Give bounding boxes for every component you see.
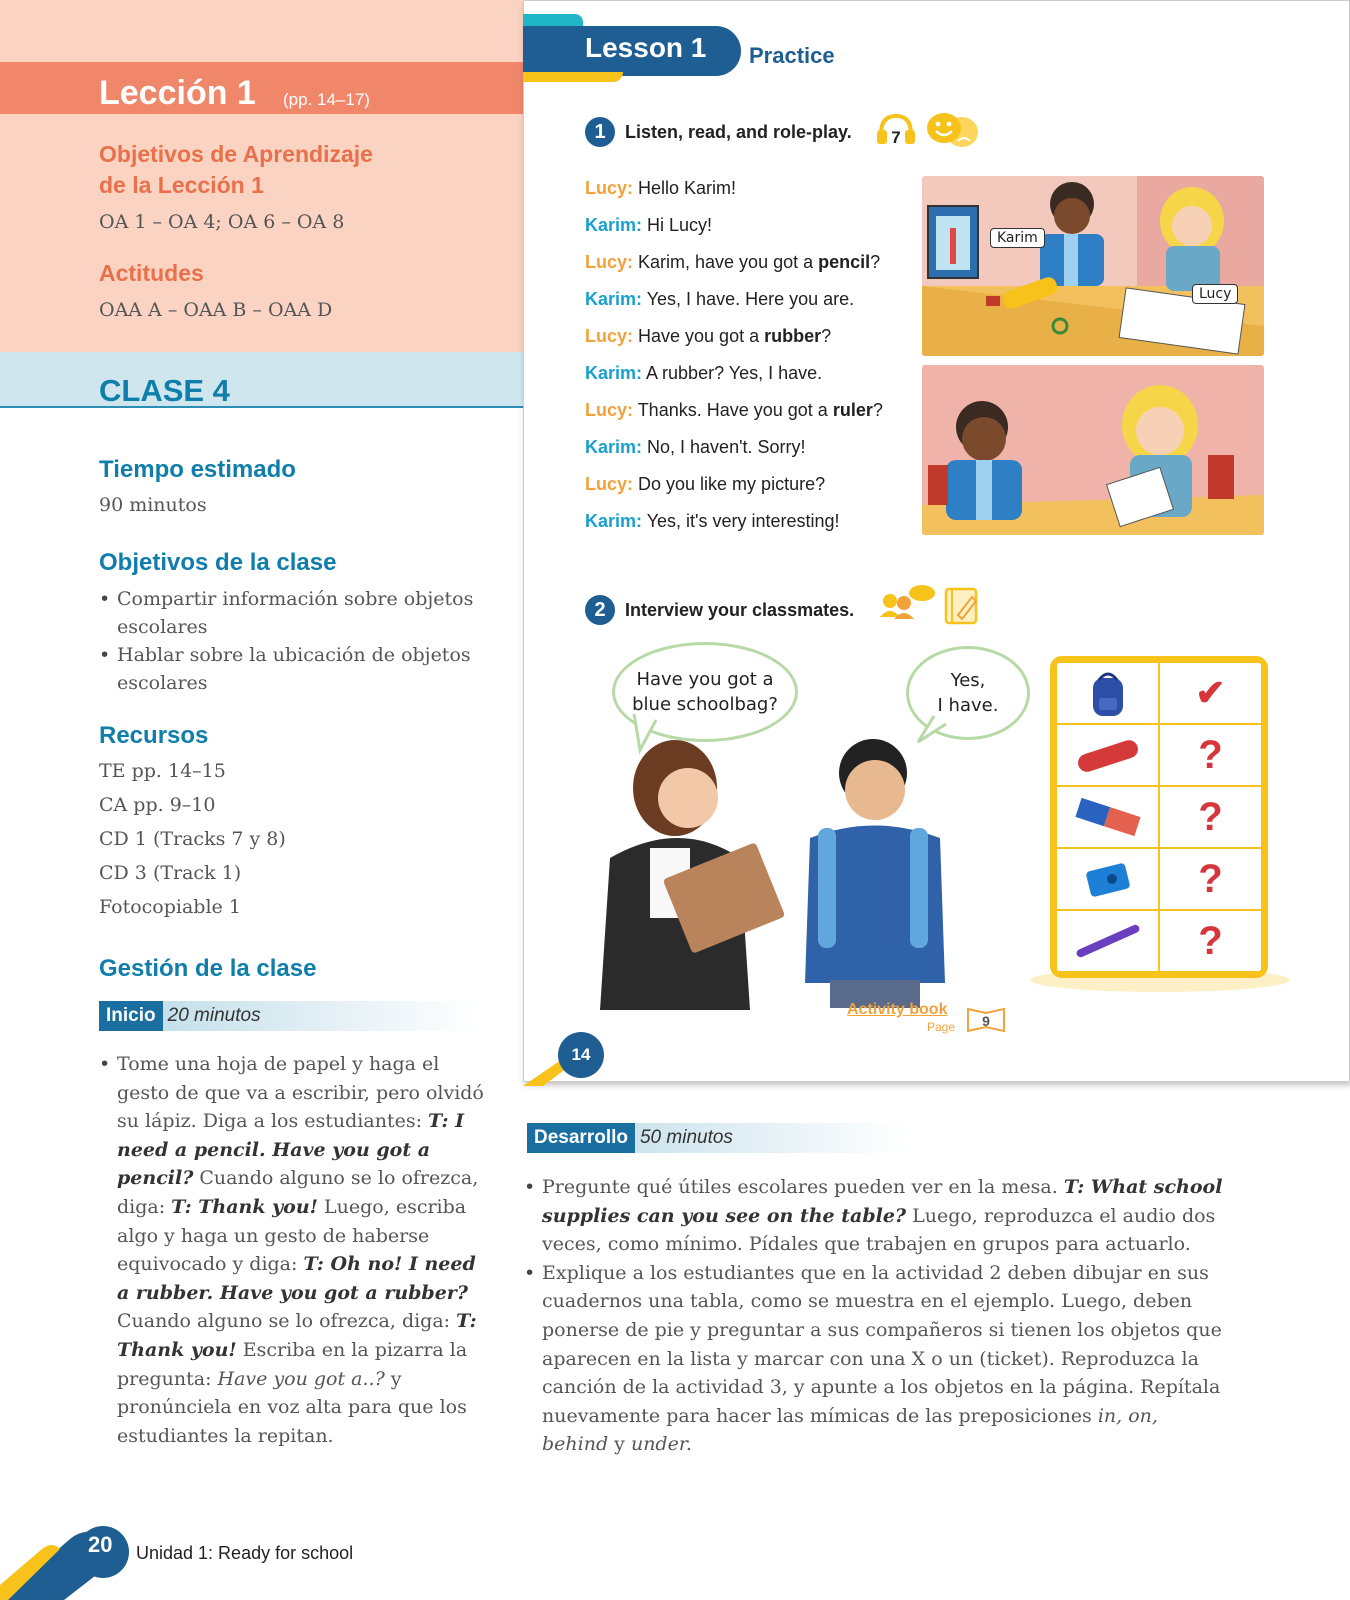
desarrollo-paragraphs	[524, 1173, 1224, 1459]
book-lesson-title: Lesson 1	[585, 32, 707, 63]
pencil-case-icon	[1073, 735, 1143, 775]
activity-2-number: 2	[585, 595, 615, 625]
students-photo	[590, 718, 970, 1010]
tab-underline	[523, 72, 623, 82]
list-item: • Explique a los estudiantes que en la actividad 2 deben dibujar en sus cuadernos una tabla, como se muestra en el ejemplo. Luego, deben ponerse de pie y preguntar a sus compañeros si tienen los objetos que aparecen en la lista y marcar con una X o un (ticket). Reproduzca la canción de la actividad 3, y apunte a los objetos en la página. Repítala nuevamente para hacer las mímicas de las preposiciones in, on, behind y under.	[524, 1259, 1224, 1459]
activity-page-number: 9	[982, 1013, 990, 1029]
dialogue-line: Lucy: Hello Karim!	[585, 178, 737, 198]
lucy-tag: Lucy	[1192, 284, 1238, 304]
class-objectives-heading: Objetivos de la clase	[99, 549, 337, 576]
activity-1-instruction: Listen, read, and role-play.	[625, 122, 852, 142]
dialogue-line: Karim: Yes, it's very interesting!	[585, 511, 840, 531]
grid-mark: ?	[1159, 910, 1262, 972]
book-page-number: 14	[558, 1032, 604, 1078]
grid-mark: ✔	[1159, 662, 1262, 724]
grid-item-pen	[1056, 910, 1159, 972]
dialogue-line: Lucy: Do you like my picture?	[585, 474, 826, 494]
time-value: 90 minutos	[99, 494, 207, 516]
resources-heading: Recursos	[99, 722, 209, 749]
clase-title: CLASE 4	[99, 373, 230, 408]
footer-page-number: 20	[88, 1532, 113, 1557]
inicio-label: Inicio	[99, 1001, 163, 1031]
resource-item: Fotocopiable 1	[99, 896, 241, 918]
activity-book-page-label: Page	[927, 1020, 956, 1034]
speech-bubble-answer: Yes, I have.	[906, 646, 1030, 740]
dialogue-line: Karim: A rubber? Yes, I have.	[585, 363, 823, 383]
drama-masks-icon	[924, 110, 982, 150]
clase-band	[0, 352, 523, 408]
pair-talk-icon	[878, 583, 936, 623]
list-item: • Hablar sobre la ubicación de objetos escolares	[99, 641, 499, 697]
karim-tag: Karim	[990, 228, 1045, 248]
management-heading: Gestión de la clase	[99, 955, 317, 982]
grid-item-rubber	[1056, 786, 1159, 848]
pen-icon	[1070, 921, 1146, 961]
lesson-title-bar	[0, 62, 523, 114]
lesson-pages: (pp. 14–17)	[283, 90, 370, 109]
grid-mark: ?	[1159, 848, 1262, 910]
inicio-paragraph	[99, 1050, 491, 1450]
objectives-heading-line2: de la Lección 1	[99, 172, 264, 198]
dialogue-line: Lucy: Karim, have you got a pencil?	[585, 252, 881, 272]
resource-item: TE pp. 14–15	[99, 760, 226, 782]
grid-mark: ?	[1159, 786, 1262, 848]
grid-item-pencil-case	[1056, 724, 1159, 786]
grid-item-schoolbag	[1056, 662, 1159, 724]
notebook-pencil-icon	[942, 585, 982, 627]
class-objectives-list	[99, 585, 499, 697]
interview-grid	[1050, 656, 1268, 978]
lesson-title: Lección 1	[99, 74, 256, 112]
speech-bubble-question: Have you got a blue schoolbag?	[612, 642, 798, 742]
resource-item: CA pp. 9–10	[99, 794, 216, 816]
resource-item: CD 1 (Tracks 7 y 8)	[99, 828, 286, 850]
track-number: 7	[891, 128, 901, 147]
book-practice-label: Practice	[749, 43, 835, 68]
list-item: • Tome una hoja de papel y haga el gesto de que va a escribir, pero olvidó su lápiz. Diga a los estudiantes: T: I need a pencil. Have you got a pencil? Cuando alguno se lo ofrezca, diga: T: Thank you! Luego, escriba algo y haga un gesto de haberse equivocado y diga: T: Oh no! I need a rubber. Have you got a rubber? Cuando alguno se lo ofrezca, diga: T: Thank you! Escriba en la pizarra la pregunta: Have you got a..? y pronúnciela en voz alta para que los estudiantes la repitan.	[99, 1050, 491, 1450]
inicio-time: 20 minutos	[167, 1005, 261, 1026]
dialogue-line: Karim: No, I haven't. Sorry!	[585, 437, 806, 457]
dialogue-line: Karim: Yes, I have. Here you are.	[585, 289, 855, 309]
desarrollo-label: Desarrollo	[527, 1123, 635, 1153]
objectives-heading-line1: Objetivos de Aprendizaje	[99, 141, 373, 167]
attitudes-codes: OAA A – OAA B – OAA D	[99, 299, 333, 321]
desarrollo-time: 50 minutos	[639, 1127, 733, 1148]
desarrollo-bar	[527, 1123, 907, 1153]
objectives-codes: OA 1 – OA 4; OA 6 – OA 8	[99, 211, 345, 233]
comic-panel-1	[922, 176, 1264, 356]
activity-book-link[interactable]: Activity book	[847, 1001, 948, 1018]
grid-item-sharpener	[1056, 848, 1159, 910]
time-heading: Tiempo estimado	[99, 456, 296, 483]
grid-mark: ?	[1159, 724, 1262, 786]
inicio-bar	[99, 1001, 479, 1031]
dialogue-line: Karim: Hi Lucy!	[585, 215, 713, 235]
attitudes-heading: Actitudes	[99, 260, 204, 286]
comic-panel-2	[922, 365, 1264, 535]
sharpener-icon	[1080, 859, 1136, 899]
book-icon	[966, 1005, 1006, 1033]
dialogue-line: Lucy: Thanks. Have you got a ruler?	[585, 400, 883, 420]
footer-unit-title: Unidad 1: Ready for school	[136, 1543, 354, 1563]
resource-item: CD 3 (Track 1)	[99, 862, 242, 884]
schoolbag-icon	[1085, 668, 1131, 718]
activity-1-number: 1	[585, 117, 615, 147]
headphones-icon	[875, 112, 917, 148]
list-item: • Compartir información sobre objetos escolares	[99, 585, 499, 641]
activity-2-instruction: Interview your classmates.	[625, 600, 855, 620]
list-item: • Pregunte qué útiles escolares pueden ver en la mesa. T: What school supplies can you see on the table? Luego, reproduzca el audio dos veces, como mínimo. Pídales que trabajen en grupos para actuarlo.	[524, 1173, 1224, 1259]
dialogue-line: Lucy: Have you got a rubber?	[585, 326, 832, 346]
rubber-icon	[1073, 797, 1143, 837]
